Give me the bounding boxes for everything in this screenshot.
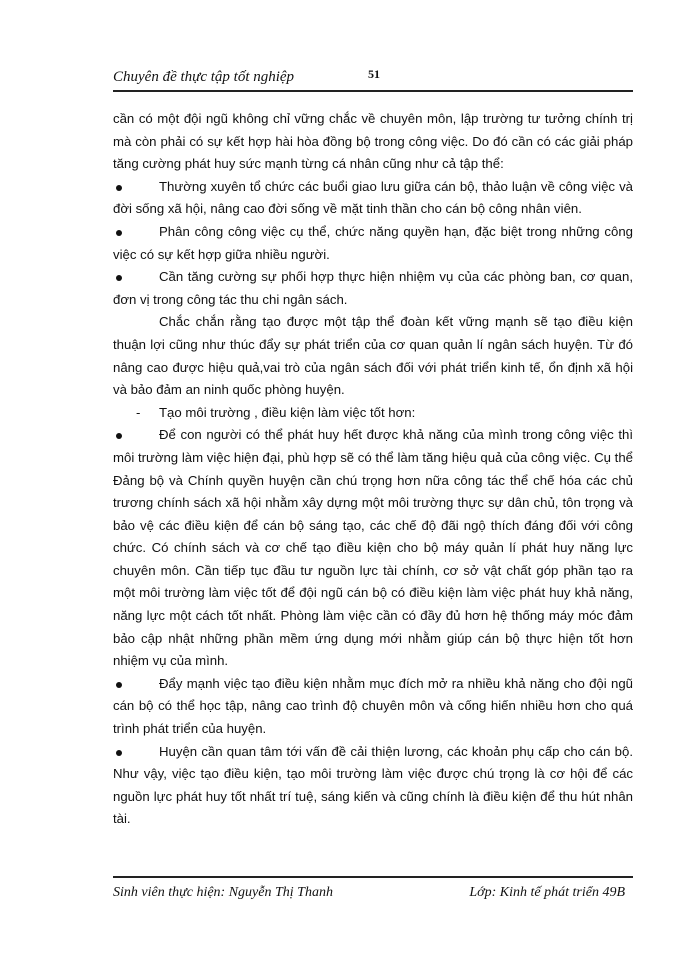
page-header [113,66,633,92]
bullet-icon [116,433,122,439]
bullet-text: Đẩy mạnh việc tạo điều kiện nhằm mục đích mở ra nhiều khả năng cho đội ngũ cán bộ có thể học tập, nâng cao trình độ chuyên môn và cống hiến nhiều hơn cho quá trình phát triển của huyện. [113,675,633,737]
bullet-icon [116,682,122,688]
paragraph-continuation: cần có một đội ngũ không chỉ vững chắc về chuyên môn, lập trường tư tưởng chính trị mà còn phải có sự kết hợp hài hòa đồng bộ trong công việc. Do đó cần có các giải pháp tăng cường phát huy sức mạnh từng cá nhân cũng như cả tập thể: [113,111,633,172]
dash-item [113,402,633,425]
bullet-icon [116,275,122,281]
footer-class: Lớp: Kinh tế phát triển 49B [469,885,625,900]
footer-student: Sinh viên thực hiện: Nguyễn Thị Thanh [113,885,333,900]
bullet-text: Phân công công việc cụ thể, chức năng quyền hạn, đặc biệt trong những công việc có sự kết hợp giữa nhiều người. [113,223,633,262]
page-footer [113,876,633,908]
bullet-icon [116,750,122,756]
bullet-item [113,176,633,221]
dash-text: Tạo môi trường , điều kiện làm việc tốt hơn: [159,404,416,420]
bullet-item [113,741,633,831]
bullet-text: Huyện cần quan tâm tới vấn đề cải thiện lương, các khoản phụ cấp cho cán bộ. Như vậy, việc tạo điều kiện, tạo môi trường làm việc được chú trọng là cơ hội để các nguồn lực phát huy tốt nhất trí tuệ, sáng kiến và cũng chính là điều kiện để thu hút nhân tài. [113,743,633,827]
dash-marker: - [136,404,141,420]
bullet-text: Để con người có thể phát huy hết được khả năng của mình trong công việc thì môi trường làm việc hiện đại, phù hợp sẽ có thể làm tăng hiệu quả của công việc. Cụ thể Đảng bộ và Chính quyền huyện cần chú trọng hơn nữa công tác thể chế hóa các chủ trương chính sách xã hội nhằm xây dựng một môi trường thực sự dân chủ, tôn trọng và bảo vệ các điều kiện để cán bộ sáng tạo, các chế độ đãi ngộ thích đáng đối với công chức. Có chính sách và cơ chế tạo điều kiện cho bộ máy quản lí phát huy năng lực chuyên môn. Cần tiếp tục đầu tư nguồn lực tài chính, cơ sở vật chất góp phần tạo ra một môi trường làm việc tốt để đội ngũ cán bộ có điều kiện làm việc phát huy khả năng, năng lực một cách tốt nhất. Phòng làm việc cần có đầy đủ hơn hệ thống máy móc đảm bảo cập nhật những phần mềm ứng dụng mới nhằm giúp cán bộ thực hiện tốt hơn nhiệm vụ của mình. [113,427,633,669]
bullet-text: Thường xuyên tổ chức các buổi giao lưu giữa cán bộ, thảo luận về công việc và đời sống xã hội, nâng cao đời sống về mặt tinh thần cho cán bộ công nhân viên. [113,178,633,217]
bullet-icon [116,230,122,236]
bullet-item [113,221,633,266]
bullet-item [113,266,633,311]
bullet-item [113,424,633,673]
bullet-text: Cần tăng cường sự phối hợp thực hiện nhiệm vụ của các phòng ban, cơ quan, đơn vị trong công tác thu chi ngân sách. [113,269,633,307]
bullet-item [113,673,633,741]
page-number: 51 [368,67,380,81]
paragraph-indented: Chắc chắn rằng tạo được một tập thể đoàn kết vững mạnh sẽ tạo điều kiện thuận lợi cũng như thúc đẩy sự phát triển của cơ quan quản lí ngân sách huyện. Từ đó nâng cao được hiệu quả,vai trò của ngân sách đối với phát triển kinh tế, ổn định xã hội và bảo đảm an ninh quốc phòng huyện. [113,314,633,398]
bullet-icon [116,185,122,191]
header-title: Chuyên đề thực tập tốt nghiệp [113,69,295,85]
body-text [113,108,633,831]
